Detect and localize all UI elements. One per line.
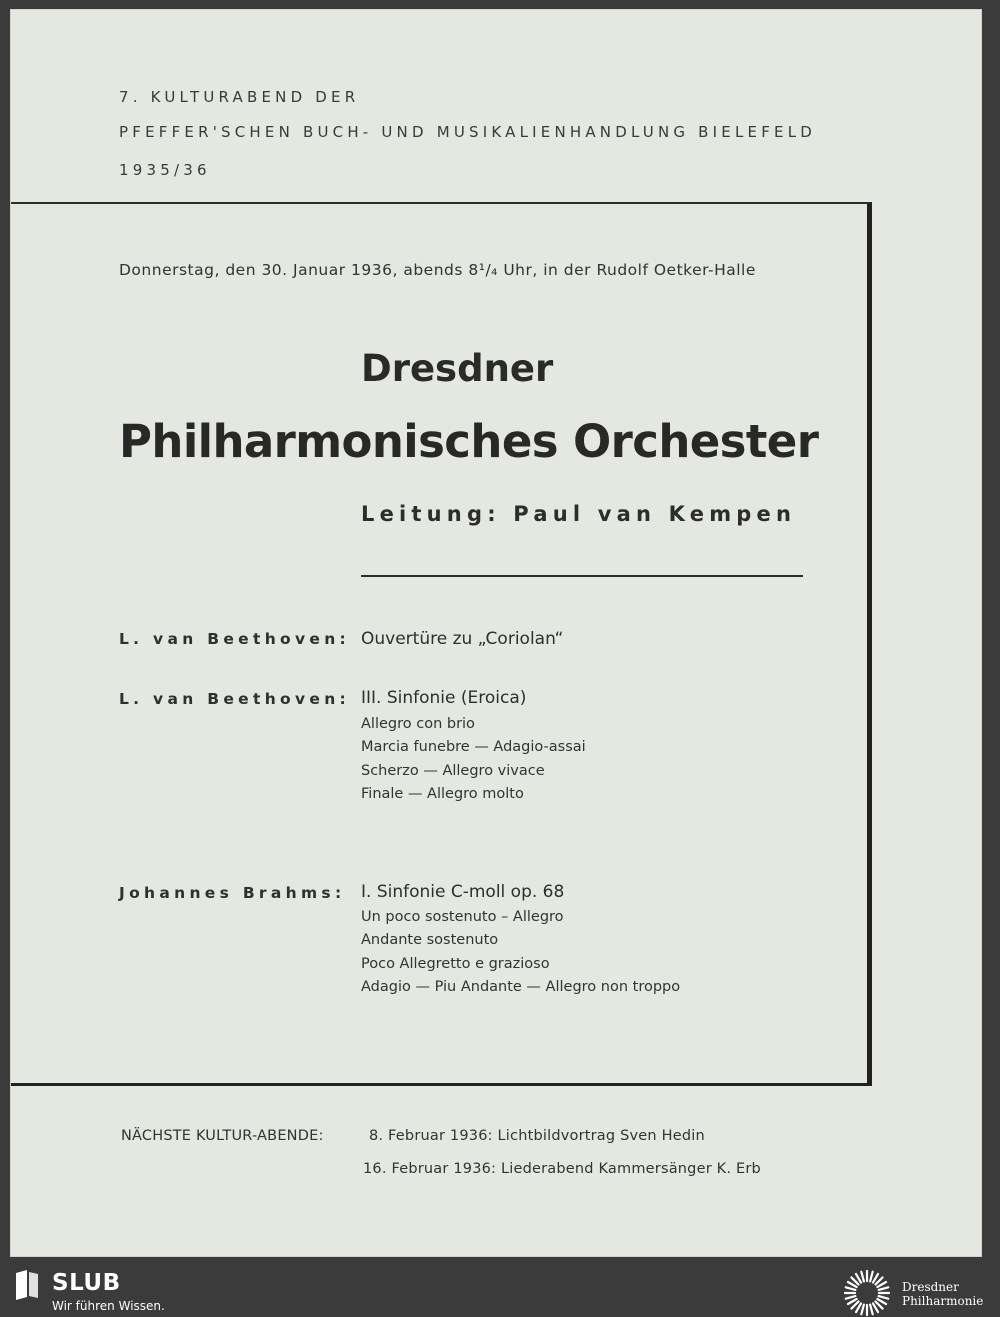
slub-book-logo-icon <box>13 1270 40 1300</box>
slub-tagline: Wir führen Wissen. <box>52 1299 165 1313</box>
sunburst-ray <box>846 1287 856 1290</box>
movement-list-2 <box>361 713 586 806</box>
header-line-3: 1935/36 <box>119 161 211 179</box>
ensemble-name-line-1: Dresdner <box>361 347 554 390</box>
ensemble-name-line-2: Philharmonisches Orchester <box>119 415 819 468</box>
next-event-item-1: 8. Februar 1936: Lichtbildvortrag Sven Hedin <box>369 1128 705 1144</box>
sunburst-ray <box>846 1296 856 1299</box>
next-events-label: NÄCHSTE KULTUR-ABENDE: <box>121 1128 324 1144</box>
program-sheet <box>10 9 982 1257</box>
sunburst-ray <box>879 1296 889 1299</box>
movement-item: Allegro con brio <box>361 716 475 732</box>
movement-item: Marcia funebre — Adagio-assai <box>361 739 586 756</box>
movement-list-3 <box>361 906 680 999</box>
header-line-1: 7. KULTURABEND DER <box>119 88 360 106</box>
sunburst-ray <box>861 1305 864 1315</box>
divider-rule <box>361 575 803 577</box>
movement-item: Scherzo — Allegro vivace <box>361 762 545 779</box>
event-date-line: Donnerstag, den 30. Januar 1936, abends 8¹/₄ Uhr, in der Rudolf Oetker-Halle <box>119 261 756 279</box>
program-work-2: III. Sinfonie (Eroica) <box>361 688 527 708</box>
movement-item: Finale — Allegro molto <box>361 785 524 802</box>
program-composer-3: Johannes Brahms: <box>119 884 346 902</box>
slub-name: SLUB <box>52 1270 121 1296</box>
sunburst-ray <box>879 1287 889 1290</box>
program-work-1: Ouvertüre zu „Coriolan“ <box>361 629 564 649</box>
movement-item: Andante sostenuto <box>361 932 499 949</box>
header-line-2: PFEFFER'SCHEN BUCH- UND MUSIKALIENHANDLUNG BIELEFELD <box>119 123 817 141</box>
next-event-item-2: 16. Februar 1936: Liederabend Kammersänger K. Erb <box>363 1161 761 1177</box>
program-composer-2: L. van Beethoven: <box>119 690 351 708</box>
partner-name <box>902 1280 983 1308</box>
sunburst-ray <box>861 1272 864 1282</box>
program-work-3: I. Sinfonie C-moll op. 68 <box>361 882 565 902</box>
movement-item: Poco Allegretto e grazioso <box>361 955 550 972</box>
sunburst-ray <box>870 1272 873 1282</box>
movement-item: Un poco sostenuto – Allegro <box>361 909 564 925</box>
dresdner-philharmonie-sunburst-icon <box>840 1269 894 1317</box>
partner-name-line-2: Philharmonie <box>902 1294 984 1308</box>
movement-item: Adagio — Piu Andante — Allegro non troppo <box>361 978 681 995</box>
conductor-line: Leitung: Paul van Kempen <box>361 502 797 526</box>
program-composer-1: L. van Beethoven: <box>119 630 351 648</box>
partner-name-line-1: Dresdner <box>902 1280 959 1294</box>
sunburst-ray <box>870 1305 873 1315</box>
